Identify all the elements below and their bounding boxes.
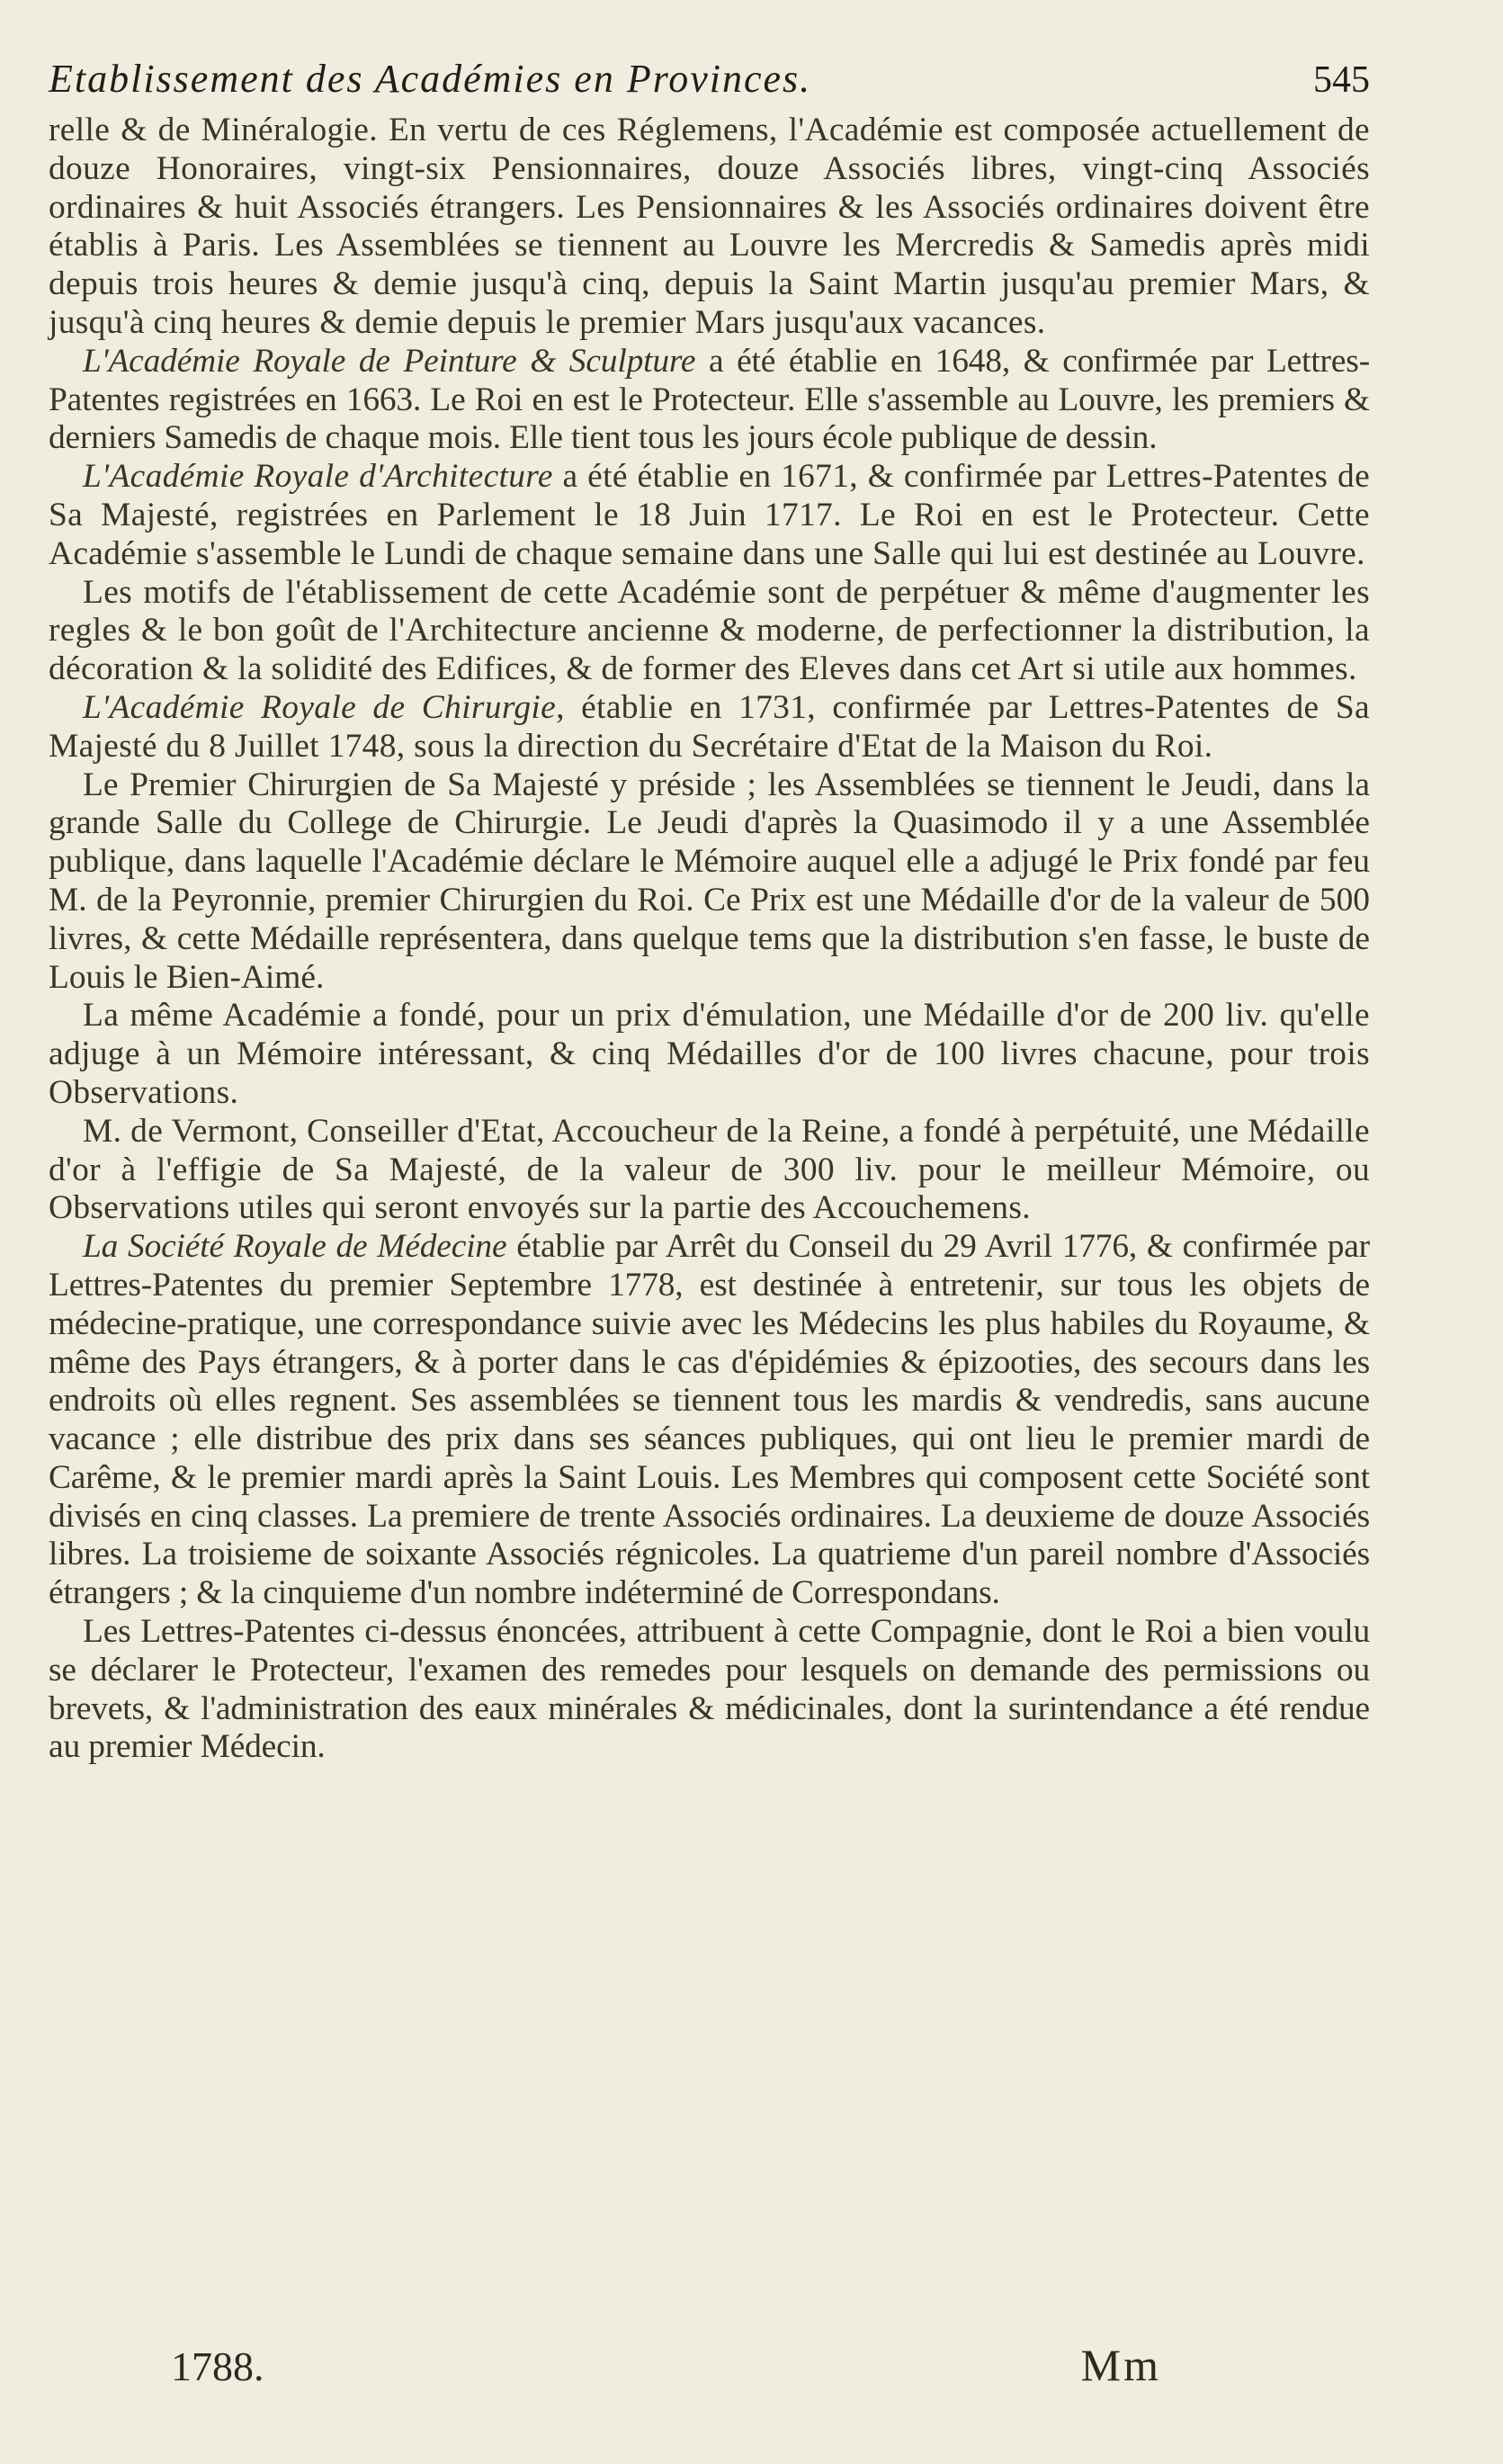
signature-mark: Mm — [1080, 2340, 1161, 2390]
paragraph-lettres-patentes: Les Lettres-Patentes ci-dessus énoncées, attribuent à cette Compagnie, dont le Roi a bien voulu se déclarer le Protecteur, l'examen des remedes pour lesquels on demande des permissions ou brevets, & l'administration des eaux minérales & médicinales, dont la surintendance a été rendue au premier Médecin. — [49, 1613, 1370, 1766]
page-number: 545 — [1313, 59, 1370, 101]
footer-year: 1788. — [171, 2343, 264, 2389]
paragraph-chirurgie-premier: Le Premier Chirurgien de Sa Majesté y préside ; les Assemblées se tiennent le Jeudi, dans la grande Salle du College de Chirurgie. Le Jeudi d'après la Quasimodo il y a une Assemblée publique, dans laquelle l'Académie déclare le Mémoire auquel elle a adjugé le Prix fondé par feu M. de la Peyronnie, premier Chirurgien du Roi. Ce Prix est une Médaille d'or de la valeur de 500 livres, & cette Médaille représentera, dans quelque tems que la distribution s'en fasse, le buste de Louis le Bien-Aimé. — [49, 766, 1370, 996]
paragraph-vermont: M. de Vermont, Conseiller d'Etat, Accoucheur de la Reine, a fondé à perpétuité, une Médaille d'or à l'effigie de Sa Majesté, de la valeur de 300 liv. pour le meilleur Mémoire, ou Observations utiles qui seront envoyés sur la partie des Accouchemens. — [49, 1112, 1370, 1227]
paragraph-chirurgie-emulation: La même Académie a fondé, pour un prix d'émulation, une Médaille d'or de 200 liv. qu'elle adjuge à un Mémoire intéressant, & cinq Médailles d'or de 100 livres chacune, pour trois Observations. — [49, 997, 1370, 1111]
academy-name-architecture: L'Académie Royale d'Architecture — [83, 458, 553, 496]
academy-name-medecine: La Société Royale de Médecine — [83, 1228, 507, 1266]
paragraph-architecture-motifs: Les motifs de l'établissement de cette Académie sont de perpétuer & même d'augmenter les regles & le bon goût de l'Architecture ancienne & moderne, de perfectionner la distribution, la décoration & la solidité des Edifices, & de former des Eleves dans cet Art si utile aux hommes. — [49, 573, 1370, 688]
academy-name-chirurgie: L'Académie Royale de Chirurgie — [83, 688, 557, 726]
paragraph-medecine: La Société Royale de Médecine établie par Arrêt du Conseil du 29 Avril 1776, & confirmée par Lettres-Patentes du premier Septembre 1778, est destinée à entretenir, sur tous les objets de médecine-pratique, une correspondance suivie avec les Médecins les plus habiles du Royaume, & même des Pays étrangers, & à porter dans le cas d'épidémies & épizooties, des secours dans les endroits où elles regnent. Ses assemblées se tiennent tous les mardis & vendredis, sans aucune vacance ; elle distribue des prix dans ses séances publiques, qui ont lieu le premier mardi de Carême, & le premier mardi après la Saint Louis. Les Membres qui composent cette Société sont divisés en cinq classes. La premiere de trente Associés ordinaires. La deuxieme de douze Associés libres. La troisieme de soixante Associés régnicoles. La quatrieme d'un pareil nombre d'Associés étrangers ; & la cinquieme d'un nombre indéterminé de Correspondans. — [49, 1228, 1370, 1612]
paragraph-mineralogie: relle & de Minéralogie. En vertu de ces Réglemens, l'Académie est composée actuellement de douze Honoraires, vingt-six Pensionnaires, douze Associés libres, vingt-cinq Associés ordinaires & huit Associés étrangers. Les Pensionnaires & les Associés ordinaires doivent être établis à Paris. Les Assemblées se tiennent au Louvre les Mercredis & Samedis après midi depuis trois heures & demie jusqu'à cinq, depuis la Saint Martin jusqu'au premier Mars, & jusqu'à cinq heures & demie depuis le premier Mars jusqu'aux vacances. — [49, 112, 1370, 341]
body-text — [49, 112, 1370, 1767]
paragraph-architecture: L'Académie Royale d'Architecture a été établie en 1671, & confirmée par Lettres-Patentes de Sa Majesté, registrées en Parlement le 18 Juin 1717. Le Roi en est le Protecteur. Cette Académie s'assemble le Lundi de chaque semaine dans une Salle qui lui est destinée au Louvre. — [49, 458, 1371, 572]
paragraph-peinture: L'Académie Royale de Peinture & Sculpture a été établie en 1648, & confirmée par Lettres-Patentes registrées en 1663. Le Roi en est le Protecteur. Elle s'assemble au Louvre, les premiers & derniers Samedis de chaque mois. Elle tient tous les jours école publique de dessin. — [49, 342, 1371, 457]
academy-name-peinture: L'Académie Royale de Peinture & Sculpture — [83, 342, 696, 380]
paragraph-chirurgie: L'Académie Royale de Chirurgie, établie en 1731, confirmée par Lettres-Patentes de Sa Majesté du 8 Juillet 1748, sous la direction du Secrétaire d'Etat de la Maison du Roi. — [49, 688, 1370, 765]
running-title: Etablissement des Académies en Provinces. — [49, 57, 812, 101]
running-header — [49, 56, 1370, 112]
page-footer — [171, 2339, 1161, 2391]
